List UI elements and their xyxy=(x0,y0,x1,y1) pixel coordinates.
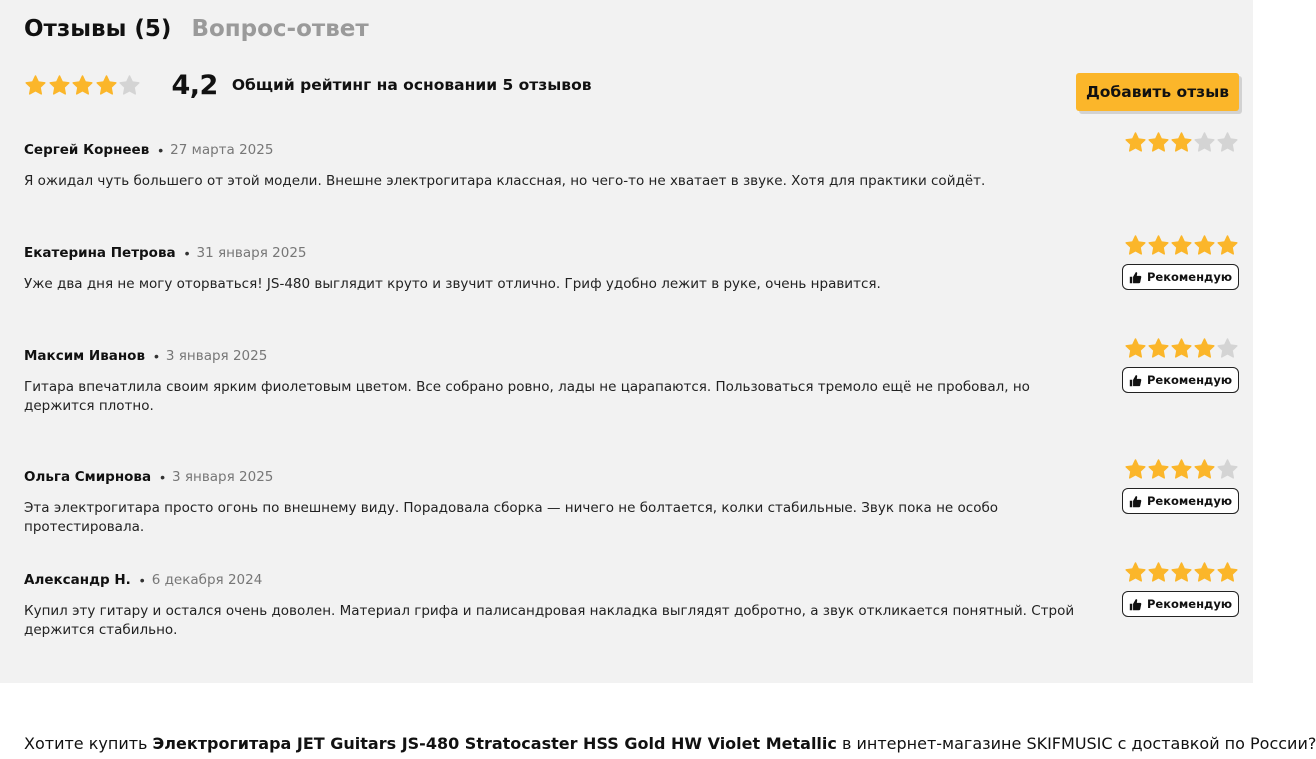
star-filled-icon xyxy=(1124,234,1147,257)
review-author: Сергей Корнеев xyxy=(24,142,150,158)
review-stars xyxy=(1124,337,1239,360)
review-date: 6 декабря 2024 xyxy=(151,572,263,588)
review-stars xyxy=(1124,234,1239,257)
separator-dot: • xyxy=(184,245,190,261)
rating-description: Общий рейтинг на основании 5 отзывов xyxy=(231,76,592,94)
star-filled-icon xyxy=(1170,131,1193,154)
separator-dot: • xyxy=(139,572,145,588)
star-filled-icon xyxy=(95,74,118,97)
star-filled-icon xyxy=(1147,337,1170,360)
review-header xyxy=(24,467,1239,487)
separator-dot: • xyxy=(160,469,165,485)
review-text: Гитара впечатлила своим ярким фиолетовым цветом. Все собрано ровно, лады не царапаются. Пользоваться тремоло ещё не пробовал, но держится плотно. xyxy=(24,379,1030,414)
review-header xyxy=(24,570,1239,590)
purchase-prompt xyxy=(24,734,1316,753)
reviews-tabs xyxy=(24,16,369,42)
review-text: Эта электрогитара просто огонь по внешнему виду. Порадовала сборка — ничего не болтается, колки стабильные. Звук пока не особо протестировала. xyxy=(24,500,999,535)
review-item xyxy=(24,140,1239,189)
thumbs-up-icon xyxy=(1129,374,1142,387)
review-item xyxy=(24,570,1239,638)
star-filled-icon xyxy=(1193,458,1216,481)
star-filled-icon xyxy=(48,74,71,97)
review-text: Я ожидал чуть большего от этой модели. Внешне электрогитара классная, но чего-то не хватает в звуке. Хотя для практики сойдёт. xyxy=(24,173,986,189)
purchase-prompt-suffix: в интернет-магазине SKIFMUSIC с доставкой по России? xyxy=(836,734,1316,753)
review-author: Екатерина Петрова xyxy=(24,245,176,261)
review-date: 31 января 2025 xyxy=(196,245,307,261)
star-filled-icon xyxy=(1170,458,1193,481)
star-empty-icon xyxy=(118,74,141,97)
star-filled-icon xyxy=(1124,561,1147,584)
star-filled-icon xyxy=(24,74,47,97)
review-author: Максим Иванов xyxy=(24,348,145,364)
review-text: Купил эту гитару и остался очень доволен. Материал грифа и палисандровая накладка выглядят добротно, а звук откликается понятный. Строй держится стабильно. xyxy=(24,603,1075,638)
tab-questions[interactable]: Вопрос-ответ xyxy=(191,16,369,42)
star-filled-icon xyxy=(1193,337,1216,360)
star-filled-icon xyxy=(1124,458,1147,481)
thumbs-up-icon xyxy=(1129,598,1142,611)
thumbs-up-icon xyxy=(1129,495,1142,508)
star-filled-icon xyxy=(1124,337,1147,360)
star-empty-icon xyxy=(1216,131,1239,154)
tab-reviews[interactable]: Отзывы (5) xyxy=(24,16,172,42)
add-review-button[interactable]: Добавить отзыв xyxy=(1076,73,1239,111)
review-header xyxy=(24,243,1239,263)
star-filled-icon xyxy=(1170,234,1193,257)
rating-value: 4,2 xyxy=(171,69,218,101)
review-stars xyxy=(1124,561,1239,584)
review-header xyxy=(24,346,1239,366)
star-filled-icon xyxy=(1147,458,1170,481)
recommend-label: Рекомендую xyxy=(1146,597,1233,611)
star-filled-icon xyxy=(1124,131,1147,154)
recommend-label: Рекомендую xyxy=(1146,494,1233,508)
star-filled-icon xyxy=(1193,561,1216,584)
review-item xyxy=(24,467,1239,535)
separator-dot: • xyxy=(158,142,164,158)
star-filled-icon xyxy=(1147,131,1170,154)
thumbs-up-icon xyxy=(1129,271,1142,284)
star-filled-icon xyxy=(1216,234,1239,257)
review-date: 3 января 2025 xyxy=(165,348,268,364)
review-text: Уже два дня не могу оторваться! JS-480 выглядит круто и звучит отлично. Гриф удобно лежит в руке, очень нравится. xyxy=(24,276,881,292)
review-date: 27 марта 2025 xyxy=(170,142,274,158)
star-filled-icon xyxy=(1170,337,1193,360)
recommend-label: Рекомендую xyxy=(1146,373,1233,387)
star-empty-icon xyxy=(1216,458,1239,481)
review-date: 3 января 2025 xyxy=(172,469,274,485)
review-stars xyxy=(1124,131,1239,154)
review-author: Ольга Смирнова xyxy=(24,469,152,485)
summary-stars xyxy=(24,74,142,97)
review-item xyxy=(24,243,1239,292)
purchase-prompt-prefix: Хотите купить xyxy=(24,734,153,753)
star-filled-icon xyxy=(1193,234,1216,257)
review-item xyxy=(24,346,1239,414)
star-filled-icon xyxy=(1147,561,1170,584)
star-empty-icon xyxy=(1193,131,1216,154)
review-header xyxy=(24,140,1239,160)
recommend-badge[interactable] xyxy=(1122,264,1239,290)
separator-dot: • xyxy=(154,348,159,364)
product-name: Электрогитара JET Guitars JS-480 Stratocaster HSS Gold HW Violet Metallic xyxy=(152,734,837,753)
star-empty-icon xyxy=(1216,337,1239,360)
recommend-badge[interactable] xyxy=(1122,367,1239,393)
rating-summary xyxy=(24,70,592,100)
star-filled-icon xyxy=(71,74,94,97)
recommend-badge[interactable] xyxy=(1122,591,1239,617)
recommend-badge[interactable] xyxy=(1122,488,1239,514)
star-filled-icon xyxy=(1170,561,1193,584)
review-author: Александр Н. xyxy=(24,572,131,588)
star-filled-icon xyxy=(1216,561,1239,584)
review-stars xyxy=(1124,458,1239,481)
recommend-label: Рекомендую xyxy=(1146,270,1233,284)
star-filled-icon xyxy=(1147,234,1170,257)
